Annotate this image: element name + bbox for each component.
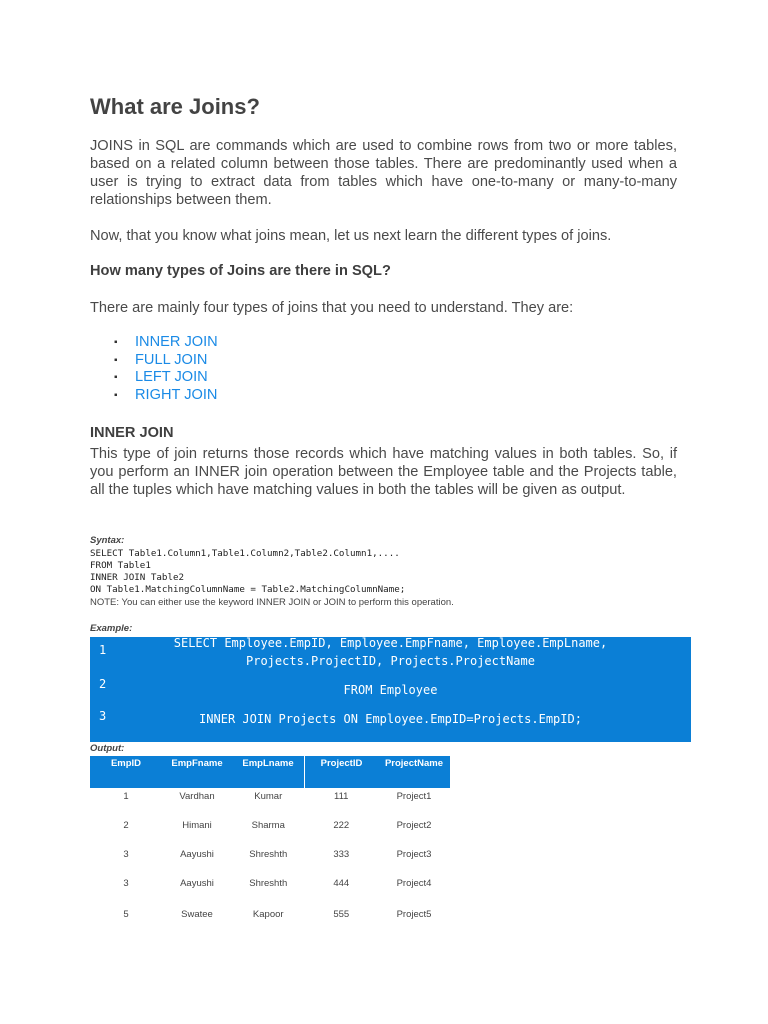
cell-emplname: Sharma xyxy=(251,820,285,831)
code-example-block[interactable] xyxy=(90,637,691,742)
cell-projectname: Project1 xyxy=(396,791,432,802)
cell-projectname: Project3 xyxy=(396,849,432,860)
table-row xyxy=(90,846,450,875)
code-line-1-continued: Projects.ProjectID, Projects.ProjectName xyxy=(246,654,535,668)
bullet-icon: ▪ xyxy=(114,337,118,348)
types-question-heading: How many types of Joins are there in SQL? xyxy=(90,263,391,279)
cell-empid: 2 xyxy=(123,820,129,831)
intro-paragraph: JOINS in SQL are commands which are used to combine rows from two or more tables, based on a related column between those tables. There are predominantly used when a user is trying to extract data from tables which have one-to-many or many-to-many relationships between them. xyxy=(90,138,677,208)
join-types-list xyxy=(90,334,218,405)
cell-emplname: Shreshth xyxy=(249,878,288,889)
list-item-right-join[interactable] xyxy=(90,387,218,405)
cell-empid: 5 xyxy=(123,909,129,920)
cell-emplname: Kapoor xyxy=(252,909,284,920)
inner-join-description: This type of join returns those records which have matching values in both tables. So, if you perform an INNER join operation between the Employee table and the Projects table, all the tuples which have matching values in both the tables will be given as output. xyxy=(90,446,677,498)
cell-projectid: 555 xyxy=(333,909,350,920)
header-empid: EmpID xyxy=(90,756,162,788)
cell-empid: 1 xyxy=(123,791,129,802)
list-item-inner-join[interactable] xyxy=(90,334,218,352)
link-full-join[interactable]: FULL JOIN xyxy=(135,351,208,368)
page-title: What are Joins? xyxy=(90,94,260,119)
syntax-line-1: SELECT Table1.Column1,Table1.Column2,Table2.Column1,.... xyxy=(90,548,400,559)
output-table xyxy=(90,756,450,935)
table-row xyxy=(90,788,450,817)
table-row xyxy=(90,906,450,935)
header-projectid: ProjectID xyxy=(305,756,379,788)
cell-projectid: 222 xyxy=(333,820,350,831)
link-inner-join[interactable]: INNER JOIN xyxy=(135,334,218,350)
cell-projectname: Project5 xyxy=(396,909,432,920)
table-row xyxy=(90,817,450,846)
syntax-line-2: FROM Table1 xyxy=(90,560,151,571)
code-line-2: FROM Employee xyxy=(343,683,438,697)
table-row xyxy=(90,875,450,906)
header-emplname: EmpLname xyxy=(232,756,305,788)
link-right-join[interactable]: RIGHT JOIN xyxy=(135,387,218,404)
cell-empid: 3 xyxy=(123,849,129,860)
cell-projectid: 333 xyxy=(333,849,350,860)
bullet-icon: ▪ xyxy=(114,372,118,384)
line-number-1: 1 xyxy=(99,643,107,657)
bullet-icon: ▪ xyxy=(114,354,118,366)
syntax-line-4: ON Table1.MatchingColumnName = Table2.MatchingColumnName; xyxy=(90,584,406,595)
line-number-2: 2 xyxy=(99,677,107,691)
syntax-line-3: INNER JOIN Table2 xyxy=(90,572,185,583)
cell-emplname: Kumar xyxy=(254,791,283,802)
cell-empfname: Aayushi xyxy=(180,878,214,889)
header-empfname: EmpFname xyxy=(162,756,232,788)
example-label: Example: xyxy=(90,623,133,634)
cell-projectname: Project2 xyxy=(396,820,432,831)
header-projectname: ProjectName xyxy=(378,756,450,788)
link-left-join[interactable]: LEFT JOIN xyxy=(135,369,208,386)
cell-empfname: Swatee xyxy=(181,909,213,920)
syntax-label: Syntax: xyxy=(90,535,125,546)
code-line-3: INNER JOIN Projects ON Employee.EmpID=Projects.EmpID; xyxy=(199,712,582,726)
cell-projectid: 111 xyxy=(334,791,349,802)
bullet-icon: ▪ xyxy=(114,390,118,402)
syntax-note: NOTE: You can either use the keyword INNER JOIN or JOIN to perform this operation. xyxy=(90,597,454,608)
code-line-1: SELECT Employee.EmpID, Employee.EmpFname, Employee.EmpLname, xyxy=(173,636,608,650)
types-intro-paragraph: There are mainly four types of joins that you need to understand. They are: xyxy=(90,300,574,316)
cell-empfname: Aayushi xyxy=(180,849,214,860)
cell-empfname: Vardhan xyxy=(179,791,215,802)
now-paragraph: Now, that you know what joins mean, let us next learn the different types of joins. xyxy=(90,228,612,244)
cell-empid: 3 xyxy=(123,878,129,889)
table-header-row xyxy=(90,756,450,788)
list-item-left-join[interactable] xyxy=(90,369,218,387)
cell-projectid: 444 xyxy=(333,878,350,889)
cell-empfname: Himani xyxy=(182,820,212,831)
list-item-full-join[interactable] xyxy=(90,352,218,370)
cell-projectname: Project4 xyxy=(396,878,432,889)
cell-emplname: Shreshth xyxy=(249,849,288,860)
inner-join-heading: INNER JOIN xyxy=(90,425,174,441)
line-number-3: 3 xyxy=(99,709,107,723)
output-label: Output: xyxy=(90,743,125,754)
